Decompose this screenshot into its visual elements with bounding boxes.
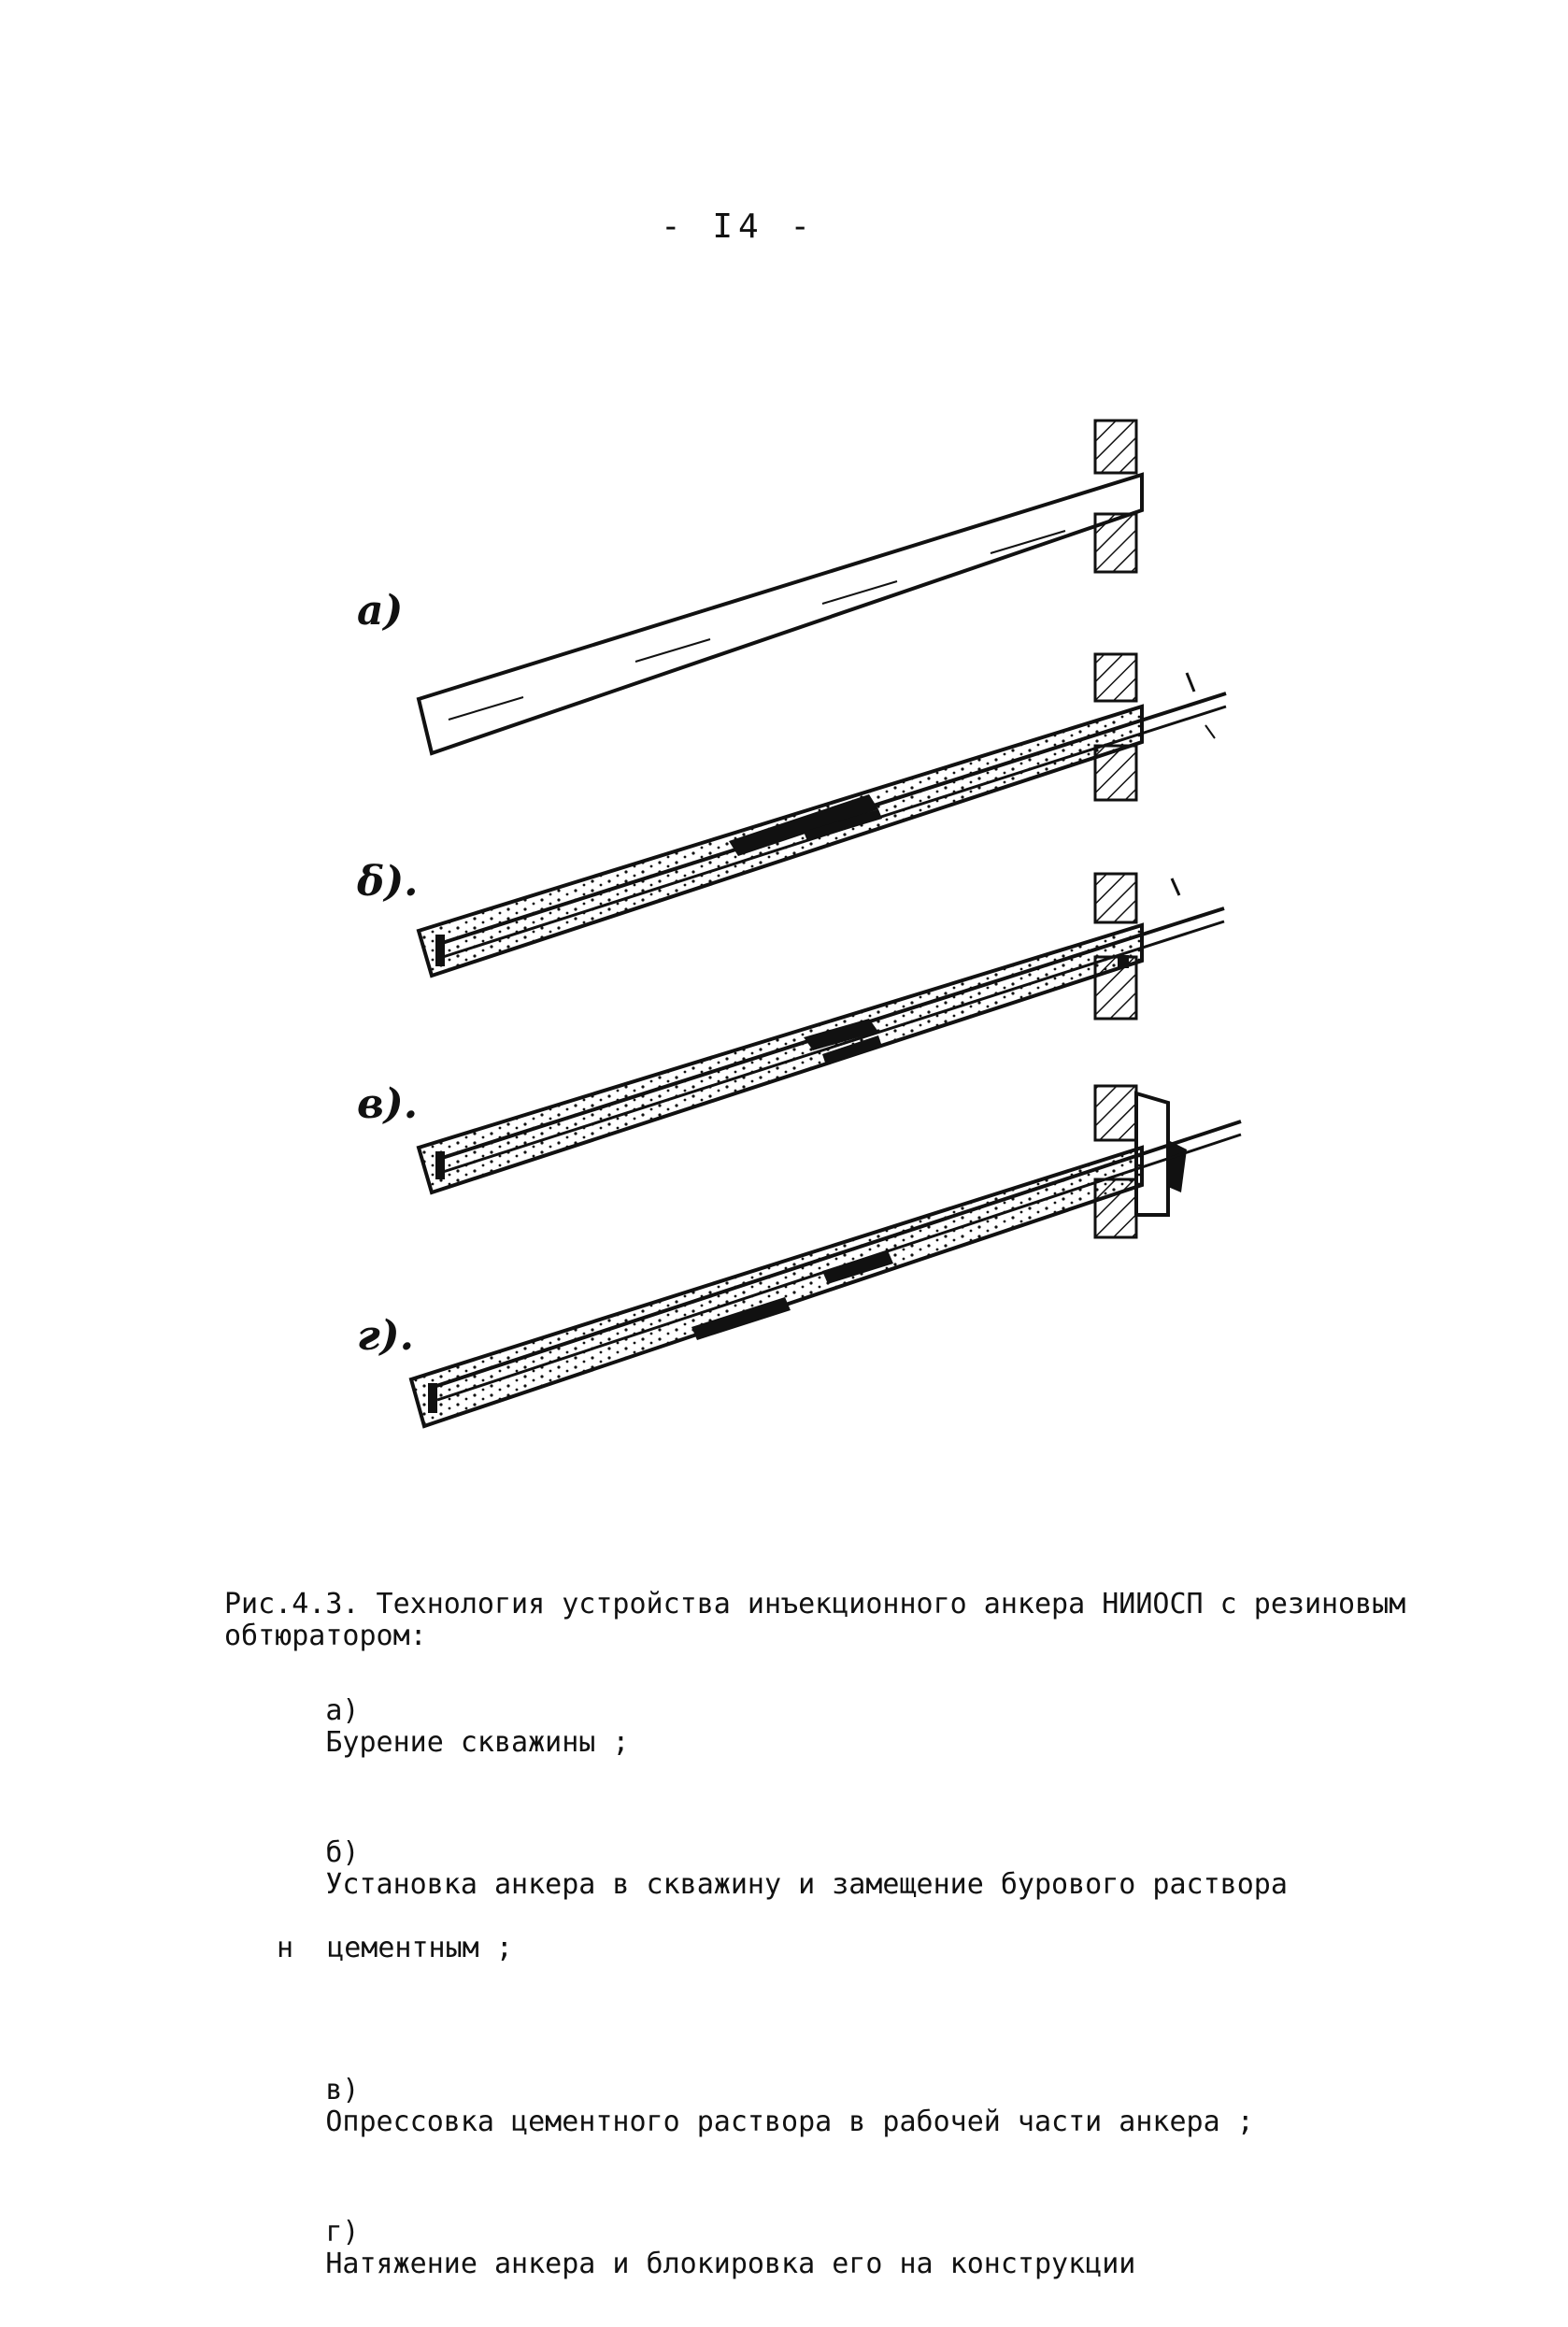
caption-text: Опрессовка цементного раствора в рабочей части анкера ; (325, 2106, 1254, 2138)
caption-item-v (224, 2043, 1458, 2170)
caption-marker: г) (325, 2216, 360, 2248)
panel-label-v: в). (357, 1080, 419, 1128)
panel-label-g: г). (357, 1312, 414, 1360)
anchor-body-v (419, 925, 1142, 1192)
panel-label-b: δ). (357, 858, 419, 906)
wall-upper-g (1095, 1086, 1136, 1140)
wall-upper-a (1095, 421, 1136, 473)
caption-item-a (224, 1663, 1458, 1791)
panel-b-drawing (419, 654, 1226, 976)
caption-text: Натяжение анкера и блокировка его на конструкции (325, 2248, 1136, 2280)
wall-upper-b (1095, 654, 1136, 701)
caption-continuation: н цементным ; (277, 1932, 513, 1964)
caption-marker: б) (325, 1836, 360, 1869)
caption-text: Бурение скважины ; (325, 1726, 630, 1759)
page-number: - I4 - (660, 207, 817, 246)
caption-text: Установка анкера в скважину и замещение бурового раствора (325, 1868, 1288, 1901)
caption-item-b (224, 1806, 1458, 2028)
caption-item-g (224, 2185, 1458, 2312)
caption-marker: а) (325, 1694, 360, 1727)
panel-a-drawing (419, 421, 1142, 753)
figure-caption (224, 1589, 1458, 2327)
caption-marker: в) (325, 2074, 360, 2106)
panel-label-a: а) (357, 587, 404, 635)
borehole-a (419, 475, 1142, 753)
caption-title: Рис.4.3. Технология устройства инъекционного анкера НИИОСП с резиновым обтюратором: (224, 1588, 1406, 1652)
wall-upper-v (1095, 874, 1136, 922)
